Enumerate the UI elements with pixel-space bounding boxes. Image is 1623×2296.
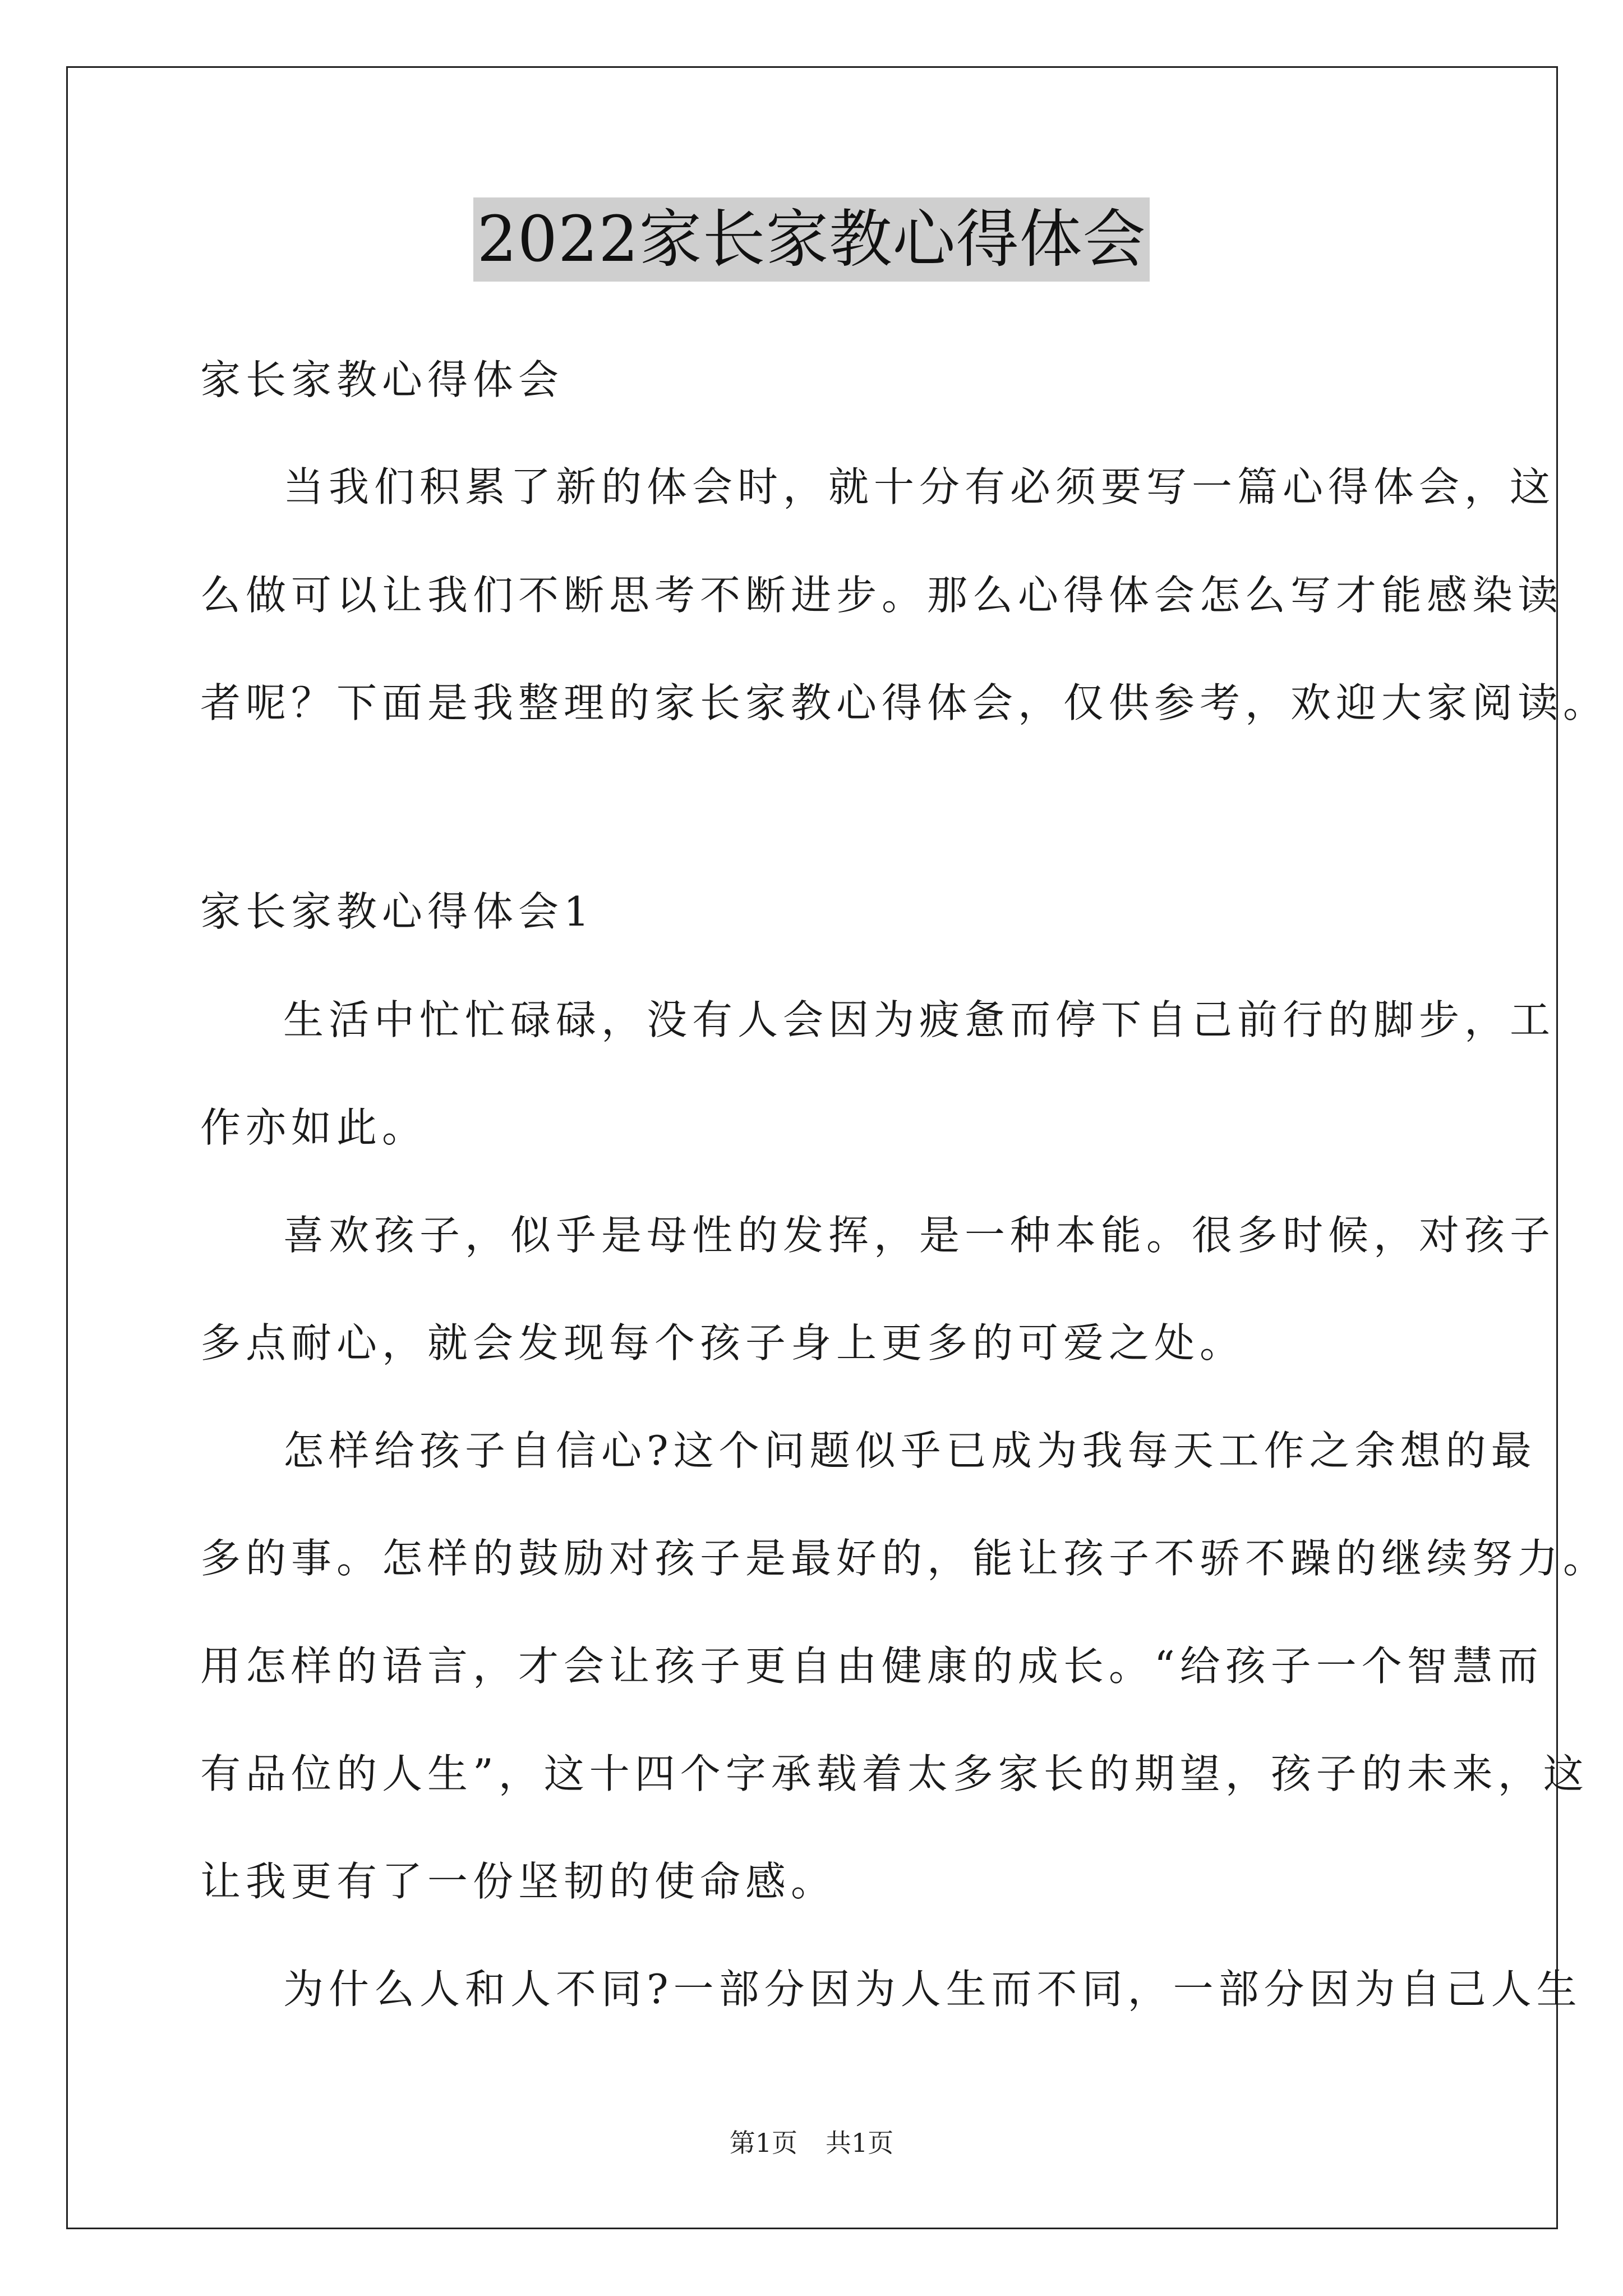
paragraph-line: 作亦如此。: [200, 1104, 428, 1151]
page-total: 共1页: [826, 2128, 894, 2158]
paragraph-line: 为什么人和人不同?一部分因为人生而不同，一部分因为自己人生: [283, 1966, 1582, 2013]
section-heading: 家长家教心得体会: [200, 356, 564, 403]
document-title: 2022家长家教心得体会: [473, 197, 1149, 282]
paragraph-line: 有品位的人生”，这十四个字承载着太多家长的期望，孩子的未来，这: [200, 1750, 1589, 1797]
paragraph-line: 喜欢孩子，似乎是母性的发挥，是一种本能。很多时候，对孩子: [283, 1212, 1556, 1259]
paragraph-line: 者呢？下面是我整理的家长家教心得体会，仅供参考，欢迎大家阅读。: [200, 679, 1609, 726]
paragraph-line: 当我们积累了新的体会时，就十分有必须要写一篇心得体会，这: [283, 463, 1556, 510]
paragraph-line: 生活中忙忙碌碌，没有人会因为疲惫而停下自己前行的脚步，工: [283, 996, 1556, 1043]
paragraph-line: 怎样给孩子自信心?这个问题似乎已成为我每天工作之余想的最: [283, 1427, 1537, 1474]
paragraph-line: 么做可以让我们不断思考不断进步。那么心得体会怎么写才能感染读: [200, 572, 1564, 619]
page-footer: [0, 2126, 1623, 2160]
paragraph-line: 用怎样的语言，才会让孩子更自由健康的成长。“给孩子一个智慧而: [200, 1642, 1543, 1690]
paragraph-line: 让我更有了一份坚韧的使命感。: [200, 1858, 837, 1905]
paragraph-line: 多的事。怎样的鼓励对孩子是最好的，能让孩子不骄不躁的继续努力。: [200, 1535, 1609, 1582]
title-container: [0, 197, 1623, 282]
section-heading: 家长家教心得体会1: [200, 888, 594, 935]
page-number: 第1页: [729, 2128, 797, 2158]
paragraph-line: 多点耐心，就会发现每个孩子身上更多的可爱之处。: [200, 1319, 1246, 1366]
